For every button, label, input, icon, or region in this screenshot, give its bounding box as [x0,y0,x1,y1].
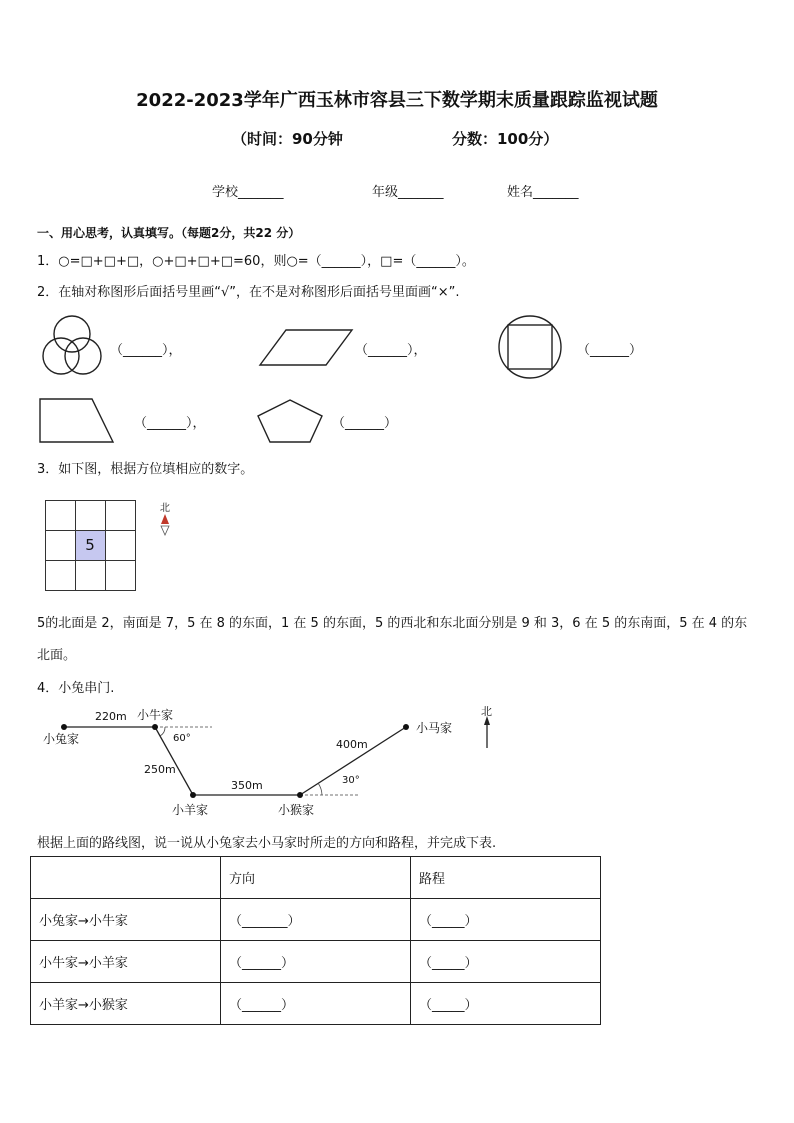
compass-arrow-icon [159,513,171,537]
exam-score: 分数：100分） [452,130,559,148]
exam-time: （时间：90分钟 [232,130,343,148]
angle-30: 30° [342,775,360,786]
table-row [31,941,601,983]
table-header-cell [31,857,221,899]
question-4: 4．小兔串门. [37,681,115,696]
place-cow-home: 小牛家 [137,708,174,722]
page-title: 2022-2023学年广西玉林市容县三下数学期末质量跟踪监视试题 [136,90,658,111]
place-rabbit-home: 小兔家 [43,732,80,746]
table-header-direction: 方向 [221,857,411,899]
q2-blank-4[interactable]: （______）， [134,416,206,431]
route-segment: 小兔家→小牛家 [31,899,221,941]
parallelogram-figure [258,328,354,368]
question-1: 1．○=□+□+□，○+□+□+□=60，则○=（______），□=（______）。 [37,254,475,269]
route-map [0,700,520,820]
distance-220: 220m [95,710,127,723]
table-header-row [31,857,601,899]
q2-blank-2[interactable]: （______）， [355,343,427,358]
distance-blank[interactable]: （_____） [411,983,601,1025]
map-north-label: 北 [481,705,492,718]
grid-center-number: 5 [85,536,95,554]
distance-blank[interactable]: （_____） [411,941,601,983]
pentagon-figure [256,398,324,444]
school-field[interactable]: 学校_______ [212,185,284,200]
direction-blank[interactable]: （______） [221,983,411,1025]
route-segment: 小牛家→小羊家 [31,941,221,983]
distance-250: 250m [144,763,176,776]
q4-instruction: 根据上面的路线图，说一说从小兔家去小马家时所走的方向和路程，并完成下表. [37,836,497,851]
distance-400: 400m [336,738,368,751]
q3-description-line1: 5的北面是 2，南面是 7，5 在 8 的东面，1 在 5 的东面，5 的西北和东北面分别是 9 和 3，6 在 5 的东南面，5 在 4 的东 [37,616,748,631]
direction-blank[interactable]: （_______） [221,899,411,941]
question-2: 2．在轴对称图形后面括号里画“√”，在不是对称图形后面括号里面画“×”. [37,285,460,300]
q3-description-line2: 北面。 [37,648,77,663]
table-row [31,899,601,941]
table-row [31,983,601,1025]
direction-blank[interactable]: （______） [221,941,411,983]
section-heading: 一、用心思考，认真填写。（每题2分，共22 分） [37,226,301,240]
table-header-distance: 路程 [411,857,601,899]
q2-blank-3[interactable]: （______） [577,343,643,358]
grade-field[interactable]: 年级_______ [372,185,444,200]
place-monkey-home: 小猴家 [278,803,315,817]
distance-350: 350m [231,779,263,792]
three-circles-figure [40,312,104,378]
square-in-circle-figure [497,314,563,380]
place-sheep-home: 小羊家 [172,803,209,817]
angle-60: 60° [173,733,191,744]
name-field[interactable]: 姓名_______ [507,185,579,200]
trapezoid-figure [38,397,116,445]
distance-blank[interactable]: （_____） [411,899,601,941]
north-label: 北 [160,503,170,514]
place-horse-home: 小马家 [416,721,453,735]
route-table [30,856,601,1025]
route-segment: 小羊家→小猴家 [31,983,221,1025]
question-3: 3．如下图，根据方位填相应的数字。 [37,462,254,477]
q2-blank-5[interactable]: （______） [332,416,398,431]
q2-blank-1[interactable]: （______）， [110,343,182,358]
